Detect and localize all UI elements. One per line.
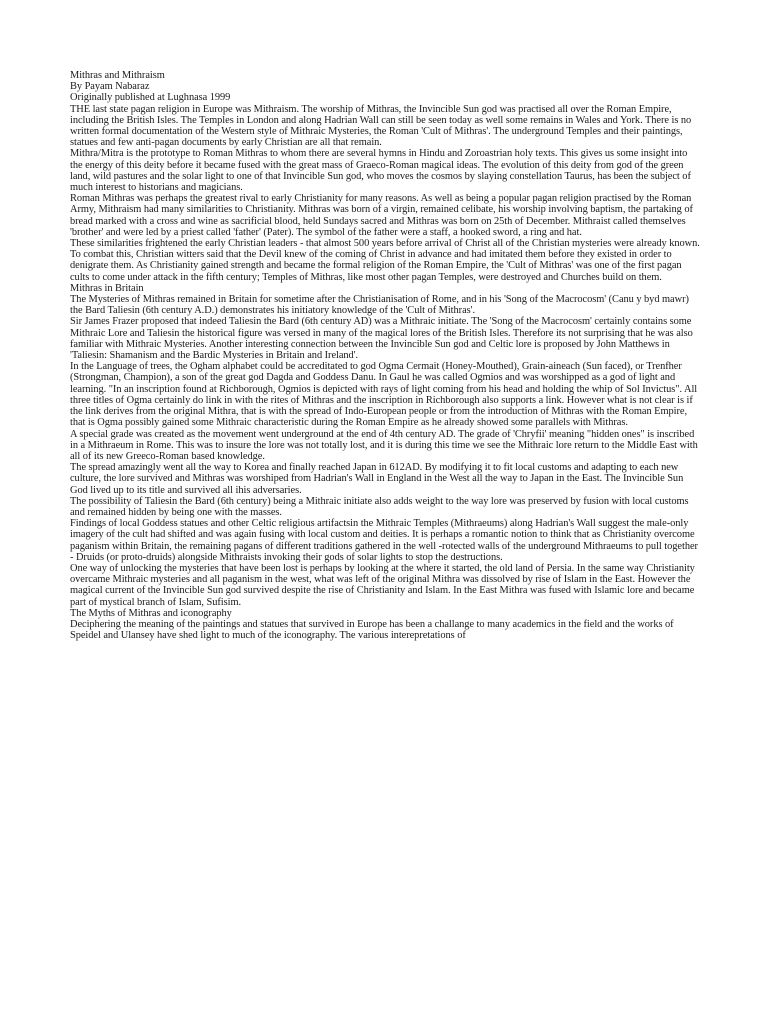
paragraph-roman-mithras: Roman Mithras was perhaps the greatest rival to early Christianity for many reasons. As well as being a popular pagan religion practised by the Roman Army, Mithraism had many similarities to Christianity. Mithras was born of a virgin, remained celibate, his worship involving baptism, the partaking of bread marked with a cross and wine as sacrificial blood, held Sundays sacred and Mithras was born on 25th of December. Mithraist called themselves 'brother' and were led by a priest called 'father' (Pater). The symbol of the father were a staff, a hooked sword, a ring and hat. [70,193,693,238]
paragraph-mithra-mitra: Mithra/Mitra is the prototype to Roman Mithras to whom there are several hymns in Hindu and Zoroastrian holy texts. This gives us some insight into the energy of this deity before it became fused with the great mass of Graeco-Roman magical ideas. The evolution of this deity from god of the green land, wild pastures and the solar light to one of that Invincible Sun god, who moves the cosmos by slaying constellation Taurus, has been the subject of much interest to historians and magicians. [70,148,691,194]
paragraph-intro: THE last state pagan religion in Europe was Mithraism. The worship of Mithras, the Invincible Sun god was practised all over the Roman Empire, including the British Isles. The Temples in London and along Hadrian Wall can still be seen today as well some remains in Wales and York. There is no written formal documentation of the Western style of Mithraic Mysteries, the Roman 'Cult of Mithras'. The underground Temples and their paintings, statues and few anti-pagan documents by early Christian are all that remain. [70,103,692,149]
paragraph-mysteries-britain: The Mysteries of Mithras remained in Britain for sometime after the Christianisation of Rome, and in his 'Song of the Macrocosm' (Canu y byd mawr) the Bard Taliesin (6th century A.D.) demonstrates his initiatory knowledge of the 'Cult of Mithras'. [70,294,689,317]
section-heading-myths: The Myths of Mithras and iconography [70,607,232,619]
section-heading-britain: Mithras in Britain [70,282,144,294]
paragraph-taliesin: The possibility of Taliesin the Bard (6th century) being a Mithraic initiate also adds weight to the way lore was preserved by fusion with local customs and remained hidden by being one with the masses. [70,495,689,518]
paragraph-deciphering: Deciphering the meaning of the paintings and statues that survived in Europe has been a challange to many academics in the field and the works of Speidel and Ulansey have shed light to much of the iconography. The various interepretations of [70,618,674,642]
paragraph-persia: One way of unlocking the mysteries that have been lost is perhaps by looking at the where it started, the old land of Persia. In the same way Christianity overcame Mithraic mysteries and all paganism in the west, what was left of the original Mithra was dissolved by rise of Islam in the East. However the magical current of the Invincible Sun god survived despite the rise of Christianity and Islam. In the East Mithra was fused with Islamic lore and became part of mystical branch of Islam, Sufisim. [70,562,695,608]
document-byline: By Payam Nabaraz [70,81,150,93]
document-page [70,70,700,641]
paragraph-ogham: In the Language of trees, the Ogham alphabet could be accreditated to god Ogma Cermait (Honey-Mouthed), Grain-aineach (Sun faced), or Trenfher (Strongman, Champion), a son of the great god Dagda and Goddess Danu. In Gaul he was called Ogmios and was worshipped as a god of light and learning. "In an inscription found at Richborough, Ogmios is depicted with rays of light coming from his head and holding the whip of Sol Invictus". All three titles of Ogma certainly do link in with the rites of Mithras and the inscription in Richborough also supports a link. However what is not clear is if the link derives from the original Mithra, that is with the spread of Indo-European people or from the introduction of Mithras with the Roman Empire, that is Ogma possibly gained some Mithraic characteristic during the Roman Empire as he already showed some parallels with Mithras. [70,361,698,429]
document-title: Mithras and Mithraism [70,70,165,81]
publication-note: Originally published at Lughnasa 1999 [70,92,231,104]
paragraph-special-grade: A special grade was created as the movement went underground at the end of 4th century AD. The grade of 'Chryfii' meaning "hidden ones" is inscribed in a Mithraeum in Rome. This was to insure the lore was not totally lost, and it is during this time we see the Mithraic lore return to the Middle East with all of its new Greeco-Roman based knowledge. [70,428,698,462]
paragraph-frazer: Sir James Frazer proposed that indeed Taliesin the Bard (6th century AD) was a Mithraic initiate. The 'Song of the Macrocosm' certainly contains some Mithraic Lore and Taliesin the historical figure was versed in many of the magical lores of the British Isles. Therefore its not surprising that he was also familiar with Mithraic Mysteries. Another interesting connection between the Invincible Sun god and Celtic lore is proposed by John Matthews in 'Taliesin: Shamanism and the Bardic Mysteries in Britain and Ireland'. [70,316,693,362]
paragraph-spread: The spread amazingly went all the way to Korea and finally reached Japan in 612AD. By modifying it to fit local customs and adapting to each new culture, the lore survived and Mithras was worshiped from Hadrian's Wall in England in the West all the way to Japan in the East. The Invincible Sun God lived up to its title and survived all ihis adversaries. [70,462,684,496]
paragraph-goddess-statues: Findings of local Goddess statues and other Celtic religious artifactsin the Mithraic Temples (Mithraeums) along Hadrian's Wall suggest the male-only imagery of the cult had shifted and was again fusing with local custom and deities. It is perhaps a romantic notion to think that as Christianity overcome paganism within Britain, the remaining pagans of different traditions gathered in the well -rotected walls of the underground Mithraeums to pull together - Druids (or proto-druids) alongside Mithraists invoking their gods of solar lights to stop the destructions. [70,518,698,563]
paragraph-similarities: These similarities frightened the early Christian leaders - that almost 500 years before arrival of Christ all of the Christian mysteries were already known. To combat this, Christian witters said that the Devil knew of the coming of Christ in advance and had imitated them before they existed in order to denigrate them. As Christianity gained strength and became the formal religion of the Roman Empire, the 'Cult of Mithras' was one of the first pagan cults to come under attack in the fifth century; Temples of Mithras, like most other pagan Temples, were destroyed and Churches build on them. [70,238,700,283]
